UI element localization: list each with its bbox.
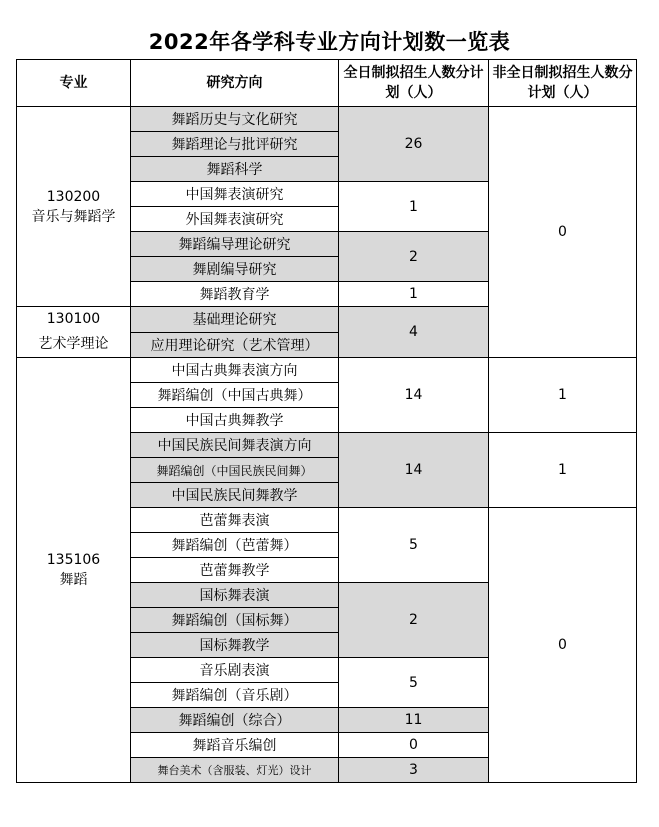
direction-cell: 中国舞表演研究 <box>131 182 339 207</box>
direction-cell: 舞蹈编创（中国古典舞） <box>131 383 339 408</box>
fulltime-cell: 2 <box>339 583 489 658</box>
fulltime-cell: 5 <box>339 658 489 708</box>
major-name: 艺术学理论 <box>38 336 109 352</box>
direction-cell: 中国民族民间舞表演方向 <box>131 433 339 458</box>
direction-cell: 基础理论研究 <box>131 307 339 333</box>
fulltime-cell: 1 <box>339 182 489 232</box>
direction-cell: 舞蹈科学 <box>131 157 339 182</box>
parttime-cell: 1 <box>489 358 637 433</box>
fulltime-cell: 14 <box>339 433 489 508</box>
fulltime-cell: 11 <box>339 708 489 733</box>
header-parttime: 非全日制拟招生人数分计划（人） <box>489 60 637 107</box>
fulltime-cell: 26 <box>339 107 489 182</box>
direction-cell: 舞蹈编创（国标舞） <box>131 608 339 633</box>
header-fulltime: 全日制拟招生人数分计划（人） <box>339 60 489 107</box>
major-code: 130100 <box>46 311 101 327</box>
direction-cell: 中国古典舞表演方向 <box>131 358 339 383</box>
direction-cell: 舞蹈教育学 <box>131 282 339 307</box>
direction-cell: 芭蕾舞教学 <box>131 558 339 583</box>
direction-cell: 舞蹈编创（音乐剧） <box>131 683 339 708</box>
direction-cell: 中国古典舞教学 <box>131 408 339 433</box>
major-name: 音乐与舞蹈学 <box>31 208 116 225</box>
parttime-cell: 0 <box>489 508 637 783</box>
direction-cell: 应用理论研究（艺术管理） <box>131 332 339 358</box>
direction-cell: 舞蹈理论与批评研究 <box>131 132 339 157</box>
header-direction: 研究方向 <box>131 60 339 107</box>
parttime-cell: 1 <box>489 433 637 508</box>
direction-cell: 舞蹈音乐编创 <box>131 733 339 758</box>
major-code: 130200 <box>46 188 101 205</box>
fulltime-cell: 4 <box>339 307 489 358</box>
direction-cell: 国标舞教学 <box>131 633 339 658</box>
header-row <box>17 60 637 107</box>
direction-cell: 外国舞表演研究 <box>131 207 339 232</box>
major-cell <box>17 107 131 307</box>
direction-cell: 舞蹈编创（综合） <box>131 708 339 733</box>
fulltime-cell: 3 <box>339 758 489 783</box>
direction-cell: 舞蹈编创（中国民族民间舞） <box>131 458 339 483</box>
direction-cell: 舞蹈历史与文化研究 <box>131 107 339 132</box>
table-row <box>17 358 637 383</box>
fulltime-cell: 14 <box>339 358 489 433</box>
direction-cell: 舞剧编导研究 <box>131 257 339 282</box>
direction-cell: 中国民族民间舞教学 <box>131 483 339 508</box>
direction-cell: 音乐剧表演 <box>131 658 339 683</box>
plan-table <box>16 59 637 783</box>
direction-cell: 国标舞表演 <box>131 583 339 608</box>
fulltime-cell: 0 <box>339 733 489 758</box>
major-cell <box>17 307 131 358</box>
table-row <box>17 107 637 132</box>
direction-cell: 舞蹈编创（芭蕾舞） <box>131 533 339 558</box>
direction-cell: 舞台美术（含服装、灯光）设计 <box>131 758 339 783</box>
fulltime-cell: 2 <box>339 232 489 282</box>
direction-cell: 芭蕾舞表演 <box>131 508 339 533</box>
header-major: 专业 <box>17 60 131 107</box>
page-title: 2022年各学科专业方向计划数一览表 <box>148 30 511 54</box>
major-name: 舞蹈 <box>59 572 88 588</box>
major-code: 135106 <box>46 552 101 568</box>
fulltime-cell: 1 <box>339 282 489 307</box>
parttime-cell: 0 <box>489 107 637 358</box>
direction-cell: 舞蹈编导理论研究 <box>131 232 339 257</box>
fulltime-cell: 5 <box>339 508 489 583</box>
major-cell <box>17 358 131 783</box>
